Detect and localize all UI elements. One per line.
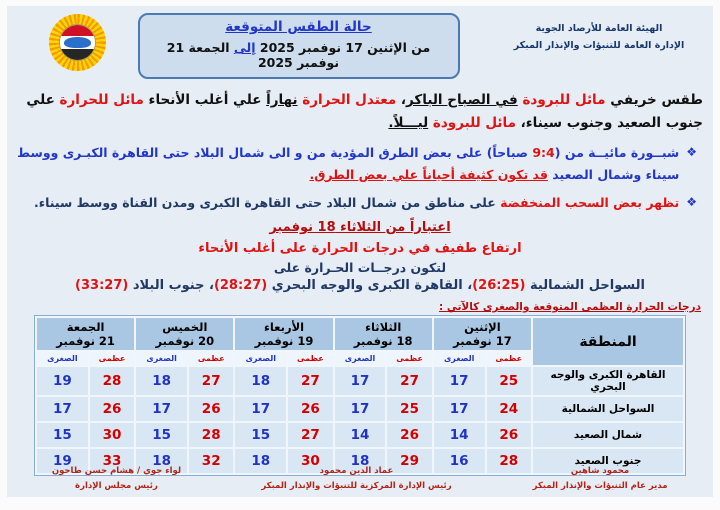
min-label: الصغرى bbox=[434, 352, 485, 365]
text-segment: ، جنوب البلاد bbox=[128, 278, 214, 294]
min-temp: 17 bbox=[235, 397, 286, 421]
day-header bbox=[235, 318, 332, 350]
text-segment: الجمعة 21 نوفمبر 2025 bbox=[166, 40, 340, 70]
max-temp: 27 bbox=[189, 367, 233, 395]
max-temp: 28 bbox=[487, 449, 531, 473]
max-temp: 25 bbox=[387, 397, 431, 421]
min-label: الصغرى bbox=[37, 352, 88, 365]
text-segment: (28:27) bbox=[213, 278, 268, 294]
max-temp: 32 bbox=[189, 449, 233, 473]
text-segment: علي أغلب الأنحاء bbox=[143, 92, 267, 108]
max-label: عظمى bbox=[189, 352, 233, 365]
region-column-header: المنطقة bbox=[533, 318, 683, 365]
text-segment: مائل للبرودة bbox=[428, 115, 516, 132]
sun-flag-logo-icon bbox=[49, 14, 106, 71]
text-segment: ليـــلاً. bbox=[388, 115, 429, 132]
temperatures-table bbox=[34, 315, 686, 476]
text-segment: مائل للحرارة bbox=[54, 92, 144, 108]
min-label: الصغرى bbox=[136, 352, 187, 365]
text-segment: علي جنوب الصعيد وجنوب سيناء، bbox=[26, 92, 703, 132]
min-temp: 17 bbox=[434, 397, 485, 421]
signatures-row bbox=[7, 464, 713, 493]
max-label: عظمى bbox=[487, 352, 531, 365]
text-segment: معتدل الحرارة bbox=[297, 92, 397, 108]
header-bar bbox=[7, 6, 713, 79]
signatory-name: عماد الدين محمود bbox=[319, 466, 394, 477]
diamond-bullet-icon: ❖ bbox=[686, 194, 697, 209]
min-temp: 17 bbox=[335, 397, 386, 421]
max-temp: 27 bbox=[288, 367, 332, 395]
weather-summary-paragraph bbox=[15, 89, 703, 135]
flag-emblem-icon bbox=[59, 24, 96, 61]
table-row bbox=[37, 397, 683, 421]
day-header bbox=[434, 318, 531, 350]
text-segment: قد تكون كثيفة أحياناً علي بعض الطرق. bbox=[309, 166, 548, 182]
max-temp: 28 bbox=[90, 367, 134, 395]
day-name: الخميس bbox=[162, 320, 208, 335]
max-temp: 30 bbox=[288, 449, 332, 473]
text-segment: على مناطق من شمال البلاد حتى القاهرة الكبرى ومدن القناة ووسط سيناء. bbox=[33, 194, 496, 210]
max-temp: 26 bbox=[387, 423, 431, 447]
region-name: جنوب الصعيد bbox=[533, 449, 683, 473]
max-temp: 29 bbox=[387, 449, 431, 473]
min-temp: 14 bbox=[434, 423, 485, 447]
day-date: 20 نوفمبر bbox=[155, 334, 215, 349]
region-name: القاهرة الكبرى والوجه البحري bbox=[533, 367, 683, 395]
day-date: 18 نوفمبر bbox=[353, 334, 413, 349]
region-name: السواحل الشمالية bbox=[533, 397, 683, 421]
regional-temperatures-line bbox=[7, 278, 713, 293]
day-header bbox=[37, 318, 134, 350]
max-temp: 26 bbox=[90, 397, 134, 421]
announcement-block bbox=[7, 220, 713, 293]
max-temp: 26 bbox=[189, 397, 233, 421]
max-label: عظمى bbox=[387, 352, 431, 365]
min-temp: 18 bbox=[335, 449, 386, 473]
min-temp: 17 bbox=[335, 367, 386, 395]
cloud-icon bbox=[64, 37, 91, 48]
signatory-title: رئيس الإدارة المركزية للتنبؤات والإنذار المبكر bbox=[261, 480, 452, 491]
list-item bbox=[15, 142, 697, 185]
text-segment: من الإثنين 17 نوفمبر 2025 bbox=[255, 40, 431, 55]
min-temp: 18 bbox=[235, 449, 286, 473]
min-temp: 16 bbox=[434, 449, 485, 473]
title-box bbox=[138, 13, 460, 79]
min-temp: 19 bbox=[37, 367, 88, 395]
text-segment: (33:27) bbox=[75, 278, 129, 294]
day-name: الإثنين bbox=[464, 320, 501, 335]
max-temp: 24 bbox=[487, 397, 531, 421]
min-label: الصغرى bbox=[235, 352, 286, 365]
min-temp: 15 bbox=[37, 423, 88, 447]
bullet-list bbox=[15, 142, 697, 213]
organization-name bbox=[491, 20, 707, 54]
text-segment: ، القاهرة الكبرى والوجه البحري bbox=[267, 278, 473, 294]
max-temp: 27 bbox=[288, 423, 332, 447]
day-date: 17 نوفمبر bbox=[453, 334, 512, 349]
list-item bbox=[15, 192, 697, 213]
day-name: الثلاثاء bbox=[365, 320, 402, 335]
table-title: درجات الحرارة العظمى المتوقعة والصغرى كالآتي : bbox=[438, 301, 701, 314]
fog-warning-text bbox=[15, 142, 679, 185]
min-temp: 15 bbox=[235, 423, 286, 447]
signature-block bbox=[226, 464, 487, 493]
date-range bbox=[148, 40, 450, 70]
max-temp: 30 bbox=[90, 423, 134, 447]
bulletin-panel bbox=[7, 6, 713, 497]
text-segment: السواحل الشمالية bbox=[525, 278, 645, 294]
max-label: عظمى bbox=[288, 352, 332, 365]
day-date: 19 نوفمبر bbox=[254, 334, 314, 349]
day-date: 21 نوفمبر bbox=[56, 334, 115, 349]
temperatures-intro: لتكون درجــات الحـرارة على bbox=[273, 260, 447, 276]
diamond-bullet-icon: ❖ bbox=[686, 145, 697, 160]
min-label: الصغرى bbox=[335, 352, 386, 365]
table-row bbox=[37, 423, 683, 447]
text-segment: شبــورة مائيــة من ( bbox=[554, 145, 680, 161]
text-segment: تظهر بعض السحب المنخفضة bbox=[495, 194, 680, 210]
signature-block bbox=[7, 464, 226, 493]
effective-date-heading: اعتباراً من الثلاثاء 18 نوفمبر bbox=[269, 220, 451, 236]
org-line1: الهيئة العامة للأرصاد الجوية bbox=[535, 23, 663, 34]
min-temp: 17 bbox=[37, 397, 88, 421]
min-temp: 18 bbox=[136, 449, 187, 473]
signature-block bbox=[487, 464, 713, 493]
max-temp: 27 bbox=[387, 367, 431, 395]
text-segment: طقس خريفي bbox=[605, 92, 703, 108]
signatory-title: مدير عام التنبؤات والإنذار المبكر bbox=[532, 480, 668, 491]
min-temp: 17 bbox=[434, 367, 485, 395]
text-segment: نهاراً bbox=[266, 92, 298, 108]
temperature-rise-note: ارتفاع طفيف في درجات الحرارة على أغلب الأنحاء bbox=[198, 241, 522, 257]
text-segment: صباحاً) على بعض الطرق المؤدية من و الى شمال البلاد حتى القاهرة الكبـرى ووسط سيناء وشمال الصعيد bbox=[17, 145, 680, 182]
min-temp: 14 bbox=[335, 423, 386, 447]
min-temp: 15 bbox=[136, 423, 187, 447]
day-name: الأربعاء bbox=[263, 320, 305, 335]
max-temp: 26 bbox=[288, 397, 332, 421]
region-name: شمال الصعيد bbox=[533, 423, 683, 447]
day-header bbox=[136, 318, 233, 350]
text-segment: مائل للبرودة bbox=[517, 92, 606, 108]
min-temp: 19 bbox=[37, 449, 88, 473]
text-segment: إلى bbox=[233, 40, 256, 55]
signatory-name: محمود شاهين bbox=[570, 466, 630, 477]
signatory-title: رئيس مجلس الإدارة bbox=[75, 480, 158, 491]
min-temp: 17 bbox=[136, 397, 187, 421]
page-title: حالة الطقس المتوقعة bbox=[225, 19, 372, 35]
min-temp: 18 bbox=[136, 367, 187, 395]
max-temp: 28 bbox=[189, 423, 233, 447]
max-temp: 33 bbox=[90, 449, 134, 473]
temps-table-head bbox=[37, 318, 683, 365]
text-segment: 9:4 bbox=[532, 145, 555, 161]
day-name: الجمعة bbox=[66, 320, 105, 335]
temps-table-body bbox=[37, 367, 683, 473]
day-header bbox=[335, 318, 432, 350]
text-segment: (26:25) bbox=[472, 278, 526, 294]
max-label: عظمى bbox=[90, 352, 134, 365]
max-temp: 25 bbox=[487, 367, 531, 395]
max-temp: 26 bbox=[487, 423, 531, 447]
min-temp: 18 bbox=[235, 367, 286, 395]
low-clouds-text bbox=[34, 192, 679, 213]
text-segment: ، bbox=[396, 92, 407, 108]
signatory-name: لواء جوي / هشام حسن طاحون bbox=[51, 466, 182, 477]
table-row bbox=[37, 367, 683, 395]
text-segment: في الصباح الباكر bbox=[406, 92, 518, 108]
org-line2: الإدارة العامة للتنبؤات والإنذار المبكر bbox=[513, 40, 685, 52]
